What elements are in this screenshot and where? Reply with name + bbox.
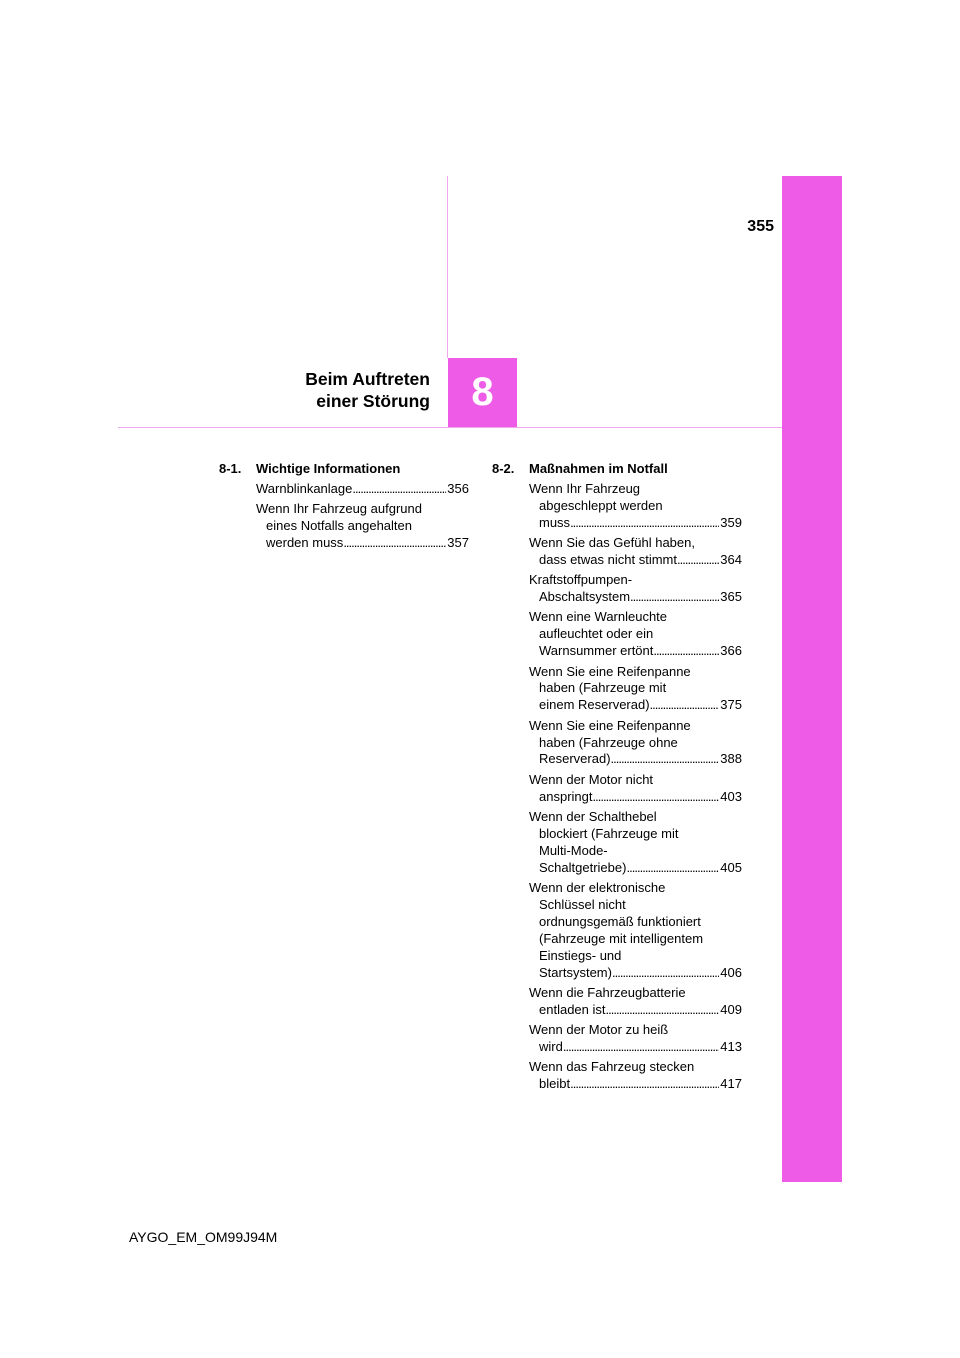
toc-section-title: Wichtige Informationen [256,461,401,476]
toc-entry[interactable] [529,718,742,769]
toc-entry-text: haben (Fahrzeuge mit [539,680,667,696]
toc-page-number: 417 [720,1076,742,1092]
toc-entry-text: (Fahrzeuge mit intelligentem [539,930,704,946]
dot-leader [611,751,720,768]
dot-leader [570,1076,719,1093]
toc-entry-text: aufleuchtet oder ein [539,626,654,642]
dot-leader [626,860,719,877]
toc-entry-text: Wenn eine Warnleuchte [529,609,668,625]
toc-entry[interactable] [529,572,742,606]
toc-entry[interactable] [529,535,742,569]
toc-entry[interactable] [529,481,742,532]
dot-leader [606,1002,720,1019]
toc-section-8-2 [492,461,742,1096]
toc-entry-text: wird [539,1038,563,1054]
toc-entry-text: Schlüssel nicht [539,896,626,912]
chapter-title [305,368,430,412]
toc-entry-text: dass etwas nicht stimmt [539,551,677,567]
toc-page-number: 366 [720,643,742,659]
dot-leader [630,589,719,606]
toc-page-number: 406 [720,964,742,980]
toc-entry-text: Multi-Mode- [539,842,608,858]
toc-entry-text: Schaltgetriebe) [539,859,627,875]
vertical-rule [447,176,448,358]
toc-entry-text: Wenn die Fahrzeugbatterie [529,984,686,1000]
toc-entry[interactable] [529,772,742,806]
toc-entry-text: Wenn der Motor zu heiß [529,1022,669,1037]
toc-page-number: 405 [720,859,742,875]
toc-entry-text: blockiert (Fahrzeuge mit [539,825,679,841]
chapter-title-line-2: einer Störung [316,391,430,411]
toc-section-title: Maßnahmen im Notfall [529,461,668,476]
toc-entry[interactable] [529,609,742,660]
toc-entry-text: Einstiegs- und [539,947,622,963]
toc-section-heading [492,461,742,478]
toc-section-8-1 [219,461,469,555]
toc-page-number: 388 [720,751,742,767]
toc-entry[interactable] [529,985,742,1019]
toc-section-number: 8-1. [219,461,242,476]
toc-entry-text: Wenn Sie das Gefühl haben, [529,535,695,551]
toc-entry-text: Wenn Sie eine Reifenpanne [529,717,691,733]
toc-section-number: 8-2. [492,461,515,476]
page-number: 355 [747,218,774,235]
dot-leader [650,697,720,714]
toc-entry-text: haben (Fahrzeuge ohne [539,734,678,750]
toc-entry[interactable] [256,481,469,498]
toc-entry[interactable] [529,1059,742,1093]
dot-leader [592,789,719,806]
toc-entry-text: Abschaltsystem [539,589,631,605]
toc-page-number: 365 [720,589,742,605]
toc-entry-text: ordnungsgemäß funktioniert [539,913,701,929]
toc-entry-text: Wenn der Motor nicht [529,771,654,787]
toc-page-number: 409 [720,1001,742,1017]
document-code: AYGO_EM_OM99J94M [129,1229,278,1245]
toc-entry[interactable] [529,664,742,715]
dot-leader [570,515,719,532]
toc-entries [529,481,742,1093]
chapter-title-line-1: Beim Auftreten [305,369,430,389]
toc-page-number: 413 [720,1038,742,1054]
dot-leader [677,552,719,569]
toc-entry-text: Wenn der elektronische [529,879,666,895]
toc-entry-text: Reserverad) [539,751,611,767]
toc-entry-text: Wenn der Schalthebel [529,808,657,824]
toc-entry-text: entladen ist [539,1001,606,1017]
toc-page-number: 403 [720,788,742,804]
chapter-number-box: 8 [448,358,517,427]
toc-section-heading [219,461,469,478]
dot-leader [563,1039,719,1056]
header-rule [118,427,782,428]
toc-entry-text: Wenn Ihr Fahrzeug aufgrund [256,501,422,517]
toc-page-number: 357 [447,535,469,551]
dot-leader [352,481,446,498]
toc-entry-text: anspringt [539,788,593,804]
toc-entry-text: Kraftstoffpumpen- [529,572,633,588]
toc-page-number: 359 [720,514,742,530]
toc-entry-text: Wenn Sie eine Reifenpanne [529,663,691,679]
toc-page-number: 364 [720,551,742,567]
toc-entry-text: eines Notfalls angehalten [266,518,412,534]
toc-page-number: 375 [720,697,742,713]
toc-entry-text: abgeschleppt werden [539,497,663,513]
toc-page-number: 356 [447,480,469,496]
toc-entries [256,481,469,552]
dot-leader [612,965,719,982]
toc-entry-text: bleibt [539,1076,571,1092]
toc-entry-text: einem Reserverad) [539,697,650,713]
toc-entry-text: Warnsummer ertönt [539,643,654,659]
chapter-side-tab [782,176,842,1182]
toc-entry[interactable] [529,1022,742,1056]
toc-entry[interactable] [256,501,469,552]
toc-entry-text: Startsystem) [539,964,612,980]
toc-entry-text: muss [539,514,571,530]
toc-entry-text: Warnblinkanlage [256,480,353,496]
toc-entry[interactable] [529,809,742,877]
toc-entry-text: werden muss [266,535,344,551]
dot-leader [343,535,446,552]
dot-leader [653,643,719,660]
toc-entry-text: Wenn das Fahrzeug stecken [529,1059,695,1075]
toc-entry-text: Wenn Ihr Fahrzeug [529,480,641,496]
toc-entry[interactable] [529,880,742,981]
